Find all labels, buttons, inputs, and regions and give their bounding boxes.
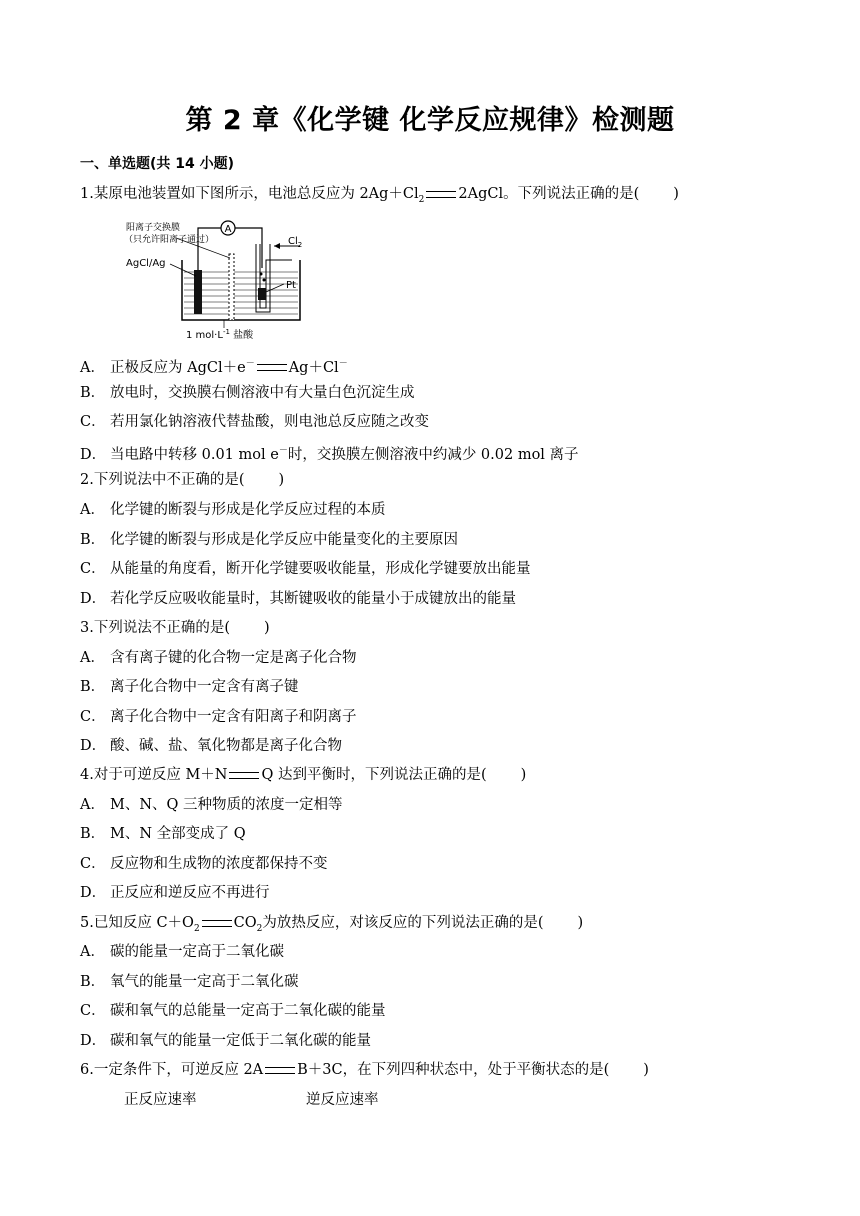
q1-option-d[interactable]: D． 当电路中转移 0.01 mol e－时，交换膜左侧溶液中约减少 0.02 mol 离子 xyxy=(80,446,579,463)
q1-option-c[interactable]: C． 若用氯化钠溶液代替盐酸，则电池总反应随之改变 xyxy=(80,414,429,430)
q4-option-d[interactable]: D． 正反应和逆反应不再进行 xyxy=(80,885,270,901)
q5-option-c[interactable]: C． 碳和氧气的总能量一定高于二氧化碳的能量 xyxy=(80,1003,386,1019)
galvanic-cell-diagram xyxy=(124,208,320,346)
q3-option-d[interactable]: D． 酸、碱、盐、氧化物都是离子化合物 xyxy=(80,738,342,754)
question-3-stem: 3.下列说法不正确的是( ) xyxy=(80,620,270,636)
equals-sign xyxy=(257,364,287,371)
agcl-ag-electrode xyxy=(194,270,202,314)
equals-sign xyxy=(202,920,232,927)
pt-electrode xyxy=(258,288,266,300)
q1-option-a[interactable]: A． 正极反应为 AgCl＋e－ Ag＋Cl－ xyxy=(80,359,348,376)
page-title: 第 2 章《化学键 化学反应规律》检测题 xyxy=(185,105,675,136)
q2-option-b[interactable]: B． 化学键的断裂与形成是化学反应中能量变化的主要原因 xyxy=(80,532,458,548)
q5-option-d[interactable]: D． 碳和氧气的能量一定低于二氧化碳的能量 xyxy=(80,1033,371,1049)
svg-text:（只允许阳离子通过）: （只允许阳离子通过） xyxy=(124,235,215,245)
equals-sign xyxy=(229,772,259,779)
svg-text:阳离子交换膜: 阳离子交换膜 xyxy=(126,223,181,233)
q2-option-c[interactable]: C． 从能量的角度看，断开化学键要吸收能量，形成化学键要放出能量 xyxy=(80,561,531,577)
q2-option-a[interactable]: A． 化学键的断裂与形成是化学反应过程的本质 xyxy=(80,502,386,518)
q4-option-a[interactable]: A． M、N、Q 三种物质的浓度一定相等 xyxy=(80,797,343,813)
question-1-stem: 1.某原电池装置如下图所示，电池总反应为 $2Ag+Cl_2$ 2AgCl。下列说法正确的是( ) xyxy=(80,186,679,205)
svg-text:Pt: Pt xyxy=(286,280,296,291)
equals-sign xyxy=(426,191,456,198)
question-4-stem: 4.对于可逆反应 M＋N Q 达到平衡时，下列说法正确的是( ) xyxy=(80,767,527,783)
q1-option-b[interactable]: B． 放电时，交换膜右侧溶液中有大量白色沉淀生成 xyxy=(80,385,415,401)
svg-text:AgCl/Ag: AgCl/Ag xyxy=(126,258,166,269)
svg-text:Cl2: $Cl_2$ xyxy=(288,236,303,249)
q3-option-c[interactable]: C． 离子化合物中一定含有阳离子和阴离子 xyxy=(80,709,357,725)
q4-option-c[interactable]: C． 反应物和生成物的浓度都保持不变 xyxy=(80,856,328,872)
question-2-stem: 2.下列说法中不正确的是( ) xyxy=(80,472,285,488)
q5-option-a[interactable]: A． 碳的能量一定高于二氧化碳 xyxy=(80,944,284,960)
question-6-stem: 6.一定条件下，可逆反应 2A B＋3C，在下列四种状态中，处于平衡状态的是( ) xyxy=(80,1062,649,1078)
question-5-stem: 5.已知反应 $C+O_2$ $CO_2$为放热反应，对该反应的下列说法正确的是( ) xyxy=(80,915,584,934)
column-header-reverse-rate: 逆反应速率 xyxy=(306,1092,379,1108)
q4-option-b[interactable]: B． M、N 全部变成了 Q xyxy=(80,826,246,842)
svg-text:1 mol·L-1 盐酸: 1 $mol\cdot L^{-1}$ 盐酸 xyxy=(186,328,254,341)
q3-option-a[interactable]: A． 含有离子键的化合物一定是离子化合物 xyxy=(80,650,357,666)
svg-text:A: A xyxy=(224,224,232,235)
equals-sign xyxy=(265,1067,295,1074)
q5-option-b[interactable]: B． 氧气的能量一定高于二氧化碳 xyxy=(80,974,299,990)
section-header: 一、单选题(共 14 小题) xyxy=(80,156,235,172)
q2-option-d[interactable]: D． 若化学反应吸收能量时，其断键吸收的能量小于成键放出的能量 xyxy=(80,591,516,607)
column-header-forward-rate: 正反应速率 xyxy=(124,1092,197,1108)
membrane xyxy=(229,254,234,320)
q3-option-b[interactable]: B． 离子化合物中一定含有离子键 xyxy=(80,679,299,695)
